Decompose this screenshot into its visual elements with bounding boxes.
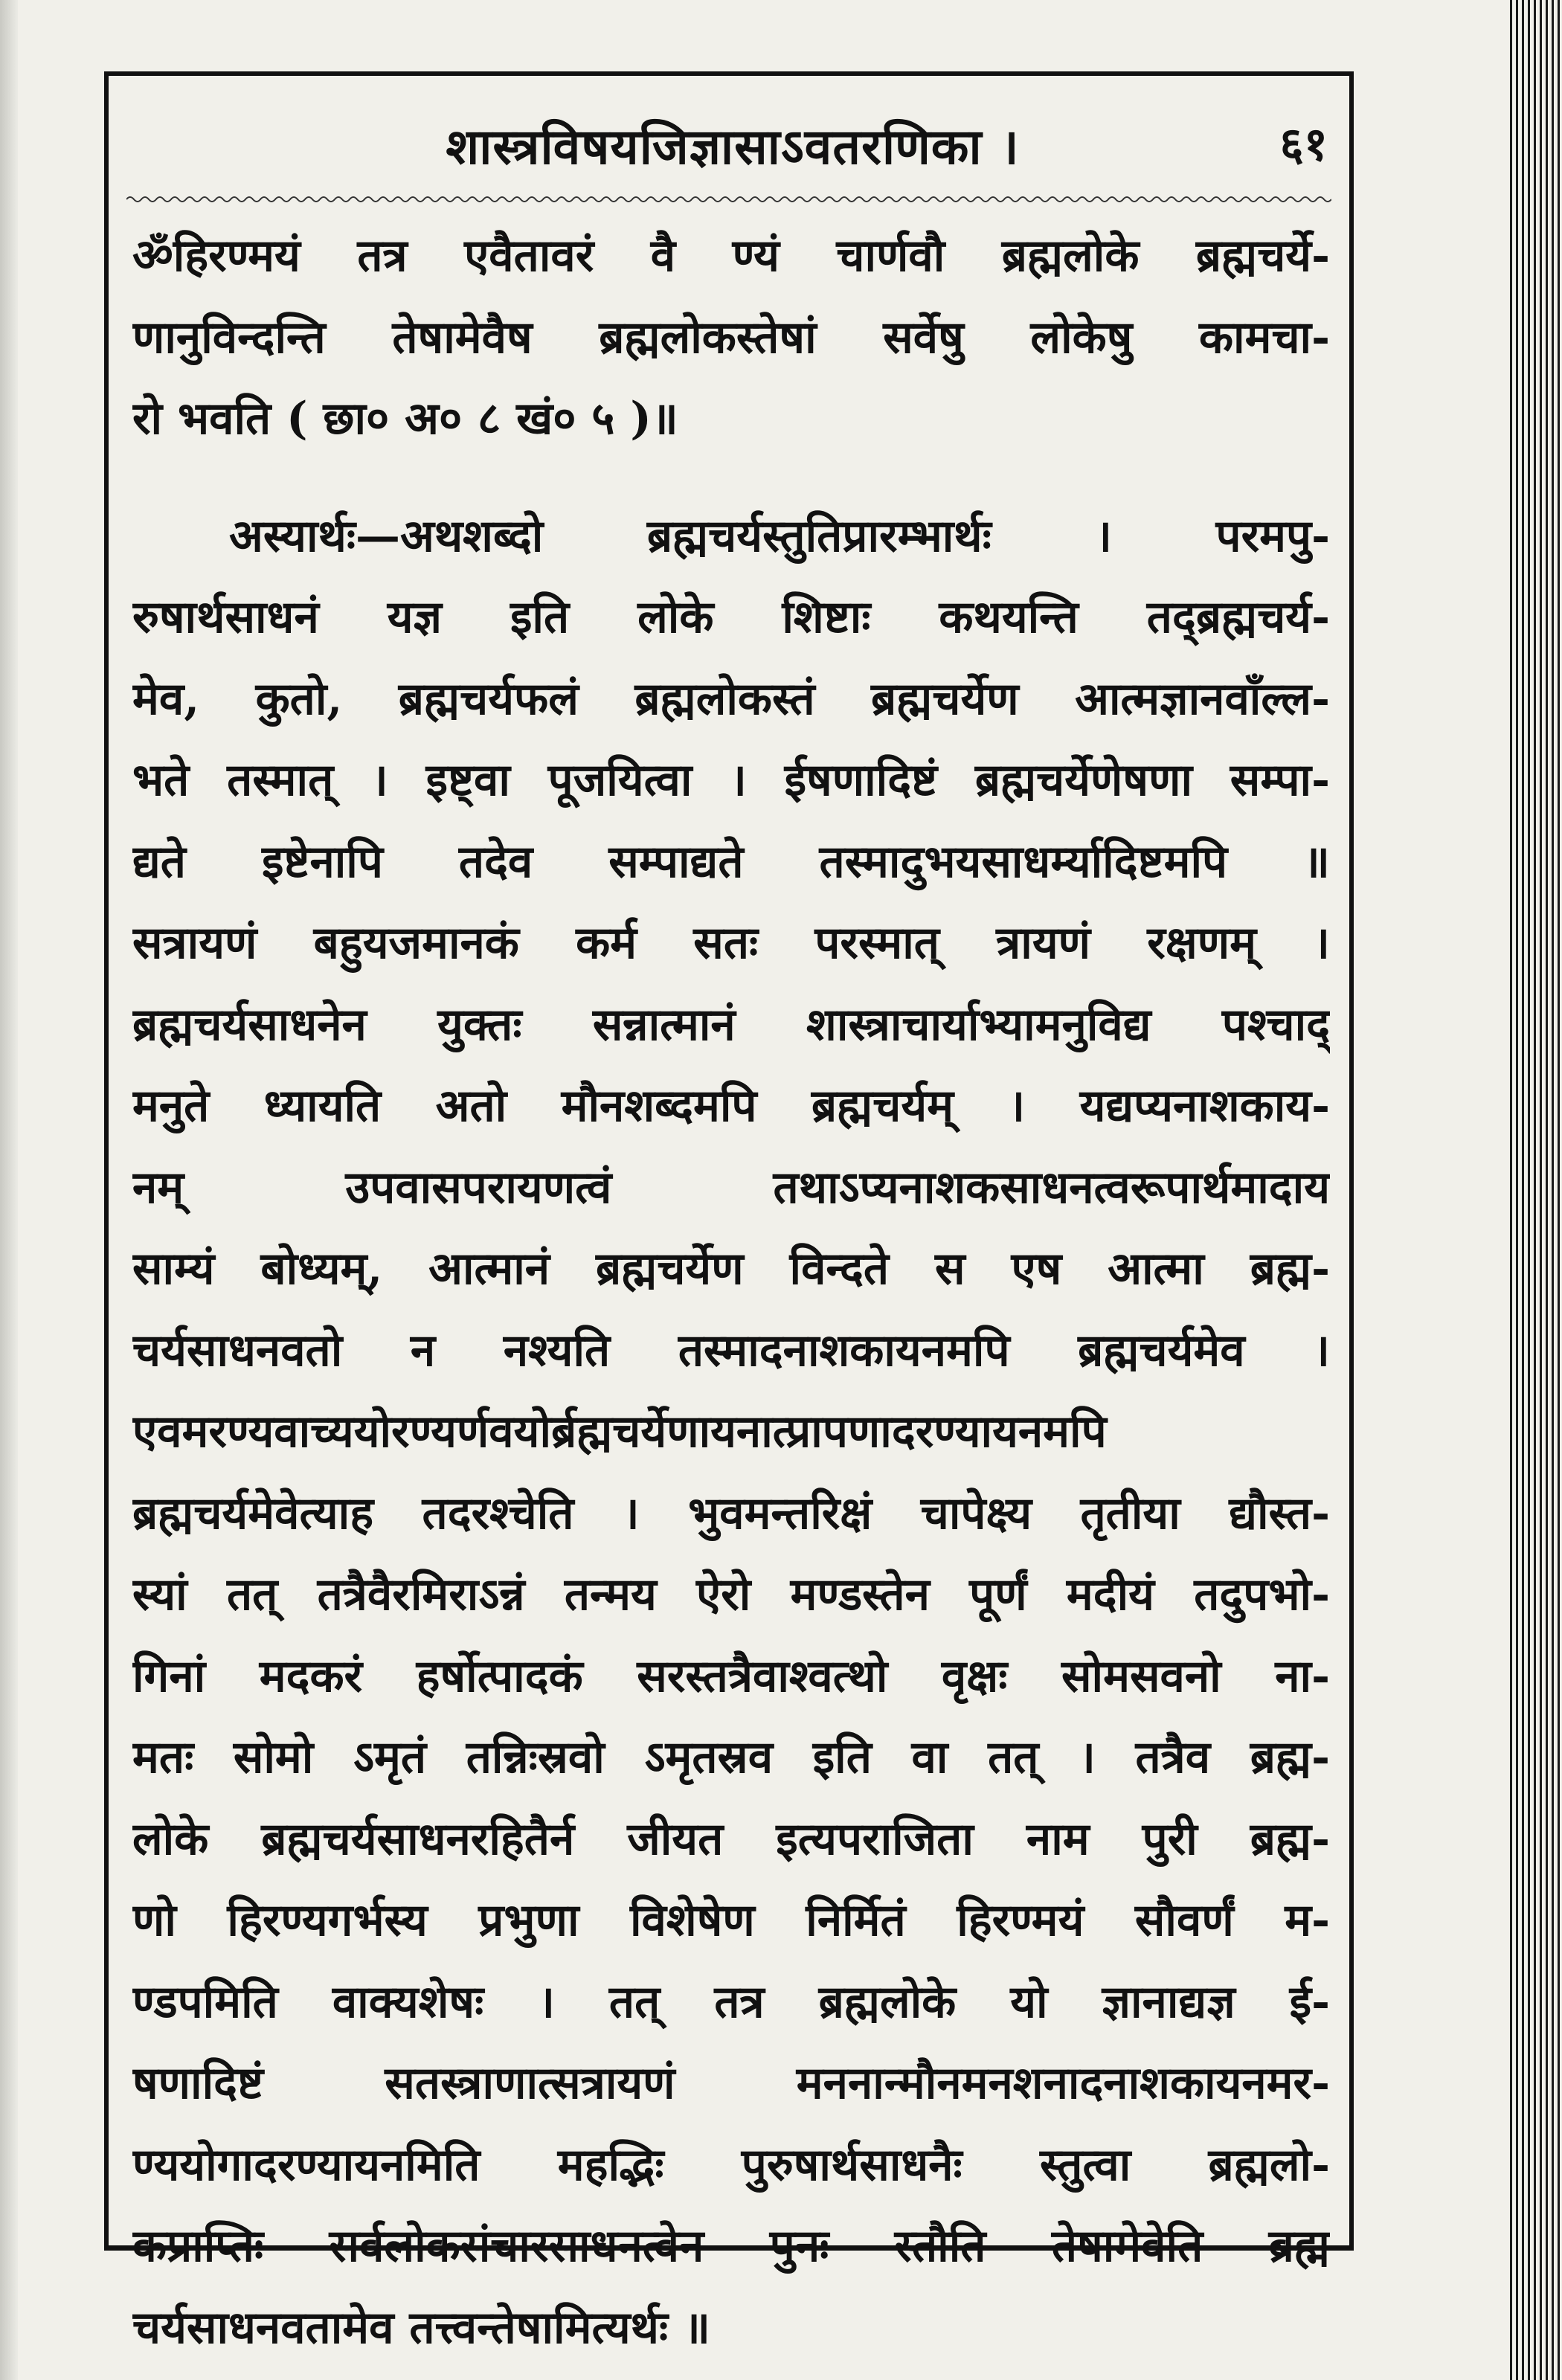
wavy-rule-divider	[126, 195, 1331, 204]
commentary-line: भते तस्मात् । इष्ट्वा पूजयित्वा । ईषणादिष्टं ब्रह्मचर्येणेषणा सम्पा-	[132, 754, 1330, 806]
commentary-line: कप्राप्तिः सर्वलोकसंचारसाधनत्वेन पुनः स्तौति तेषामेवेति ब्रह्म	[132, 2220, 1330, 2272]
commentary-line: णो हिरण्यगर्भस्य प्रभुणा विशेषेण निर्मितं हिरण्मयं सौवर्णं म-	[132, 1894, 1330, 1946]
commentary-line: षणादिष्टं सतस्त्राणात्सत्रायणं मननान्मौनमनशनादनाशकायनमर-	[132, 2057, 1330, 2109]
quote-line: णानुविन्दन्ति तेषामेवैष ब्रह्मलोकस्तेषां सर्वेषु लोकेषु कामचा-	[132, 311, 1330, 364]
page-edge-left	[0, 0, 18, 2380]
commentary-line: स्यां तत् तत्रैवैरमिराऽन्नं तन्मय ऐरो मण्डस्तेन पूर्णं मदीयं तदुपभो-	[132, 1569, 1330, 1621]
running-title: शास्त्रविषयजिज्ञासाऽवतरणिका ।	[446, 118, 1020, 176]
page-header	[130, 103, 1335, 192]
page-number: ६१	[1279, 117, 1328, 171]
commentary-line: मनुते ध्यायति अतो मौनशब्दमपि ब्रह्मचर्यम् । यद्यप्यनाशकाय-	[132, 1080, 1330, 1132]
commentary-line: चर्यसाधनवतामेव तत्त्वन्तेषामित्यर्थः ॥	[132, 2301, 710, 2354]
body-text	[132, 216, 1330, 2369]
quote-line: रो भवति ( छा० अ० ८ खं० ५ )॥	[132, 393, 678, 445]
paragraph-gap	[132, 460, 1330, 496]
commentary-line: एवमरण्यवाच्ययोरण्यर्णवयोर्ब्रह्मचर्येणायनात्प्रापणादरण्यायनमपि	[132, 1406, 1107, 1458]
quote-line: ॐहिरण्मयं तत्र एवैतावरं वै ण्यं चार्णवौ ब्रह्मलोके ब्रह्मचर्ये-	[132, 230, 1330, 282]
commentary-line: गिनां मदकरं हर्षोत्पादकं सरस्तत्रैवाश्वत्थो वृक्षः सोमसवनो ना-	[132, 1650, 1330, 1702]
commentary-line: द्यते इष्टेनापि तदेव सम्पाद्यते तस्मादुभयसाधर्म्यादिष्टमपि ॥	[132, 835, 1330, 888]
commentary-line: ब्रह्मचर्यसाधनेन युक्तः सन्नात्मानं शास्त्राचार्याभ्यामनुविद्य पश्चाद्	[132, 998, 1330, 1051]
commentary-line: नम् उपवासपरायणत्वं तथाऽप्यनाशकसाधनत्वरूपार्थमादाय	[132, 1161, 1330, 1214]
commentary-line: लोके ब्रह्मचर्यसाधनरहितैर्न जीयत इत्यपराजिता नाम पुरी ब्रह्म-	[132, 1813, 1330, 1865]
commentary-line: अस्यार्थः—अथशब्दो ब्रह्मचर्यस्तुतिप्रारम्भार्थः । परमपु-	[229, 509, 1330, 562]
commentary-line: रुषार्थसाधनं यज्ञ इति लोके शिष्टाः कथयन्ति तद्ब्रह्मचर्य-	[132, 591, 1330, 643]
book-edge-right	[1510, 0, 1562, 2380]
commentary-line: मेव, कुतो, ब्रह्मचर्यफलं ब्रह्मलोकस्तं ब्रह्मचर्येण आत्मज्ञानवाँल्ल-	[132, 672, 1330, 725]
commentary-line: ब्रह्मचर्यमेवेत्याह तदरश्चेति । भुवमन्तरिक्षं चापेक्ष्य तृतीया द्यौस्त-	[132, 1487, 1330, 1540]
commentary-line: मतः सोमो ऽमृतं तन्निःस्रवो ऽमृतस्रव इति वा तत् । तत्रैव ब्रह्म-	[132, 1731, 1330, 1784]
commentary-line: चर्यसाधनवतो न नश्यति तस्मादनाशकायनमपि ब्रह्मचर्यमेव ।	[132, 1324, 1330, 1377]
commentary-line: साम्यं बोध्यम्, आत्मानं ब्रह्मचर्येण विन्दते स एष आत्मा ब्रह्म-	[132, 1243, 1330, 1295]
commentary-line: ण्ययोगादरण्यायनमिति महद्भिः पुरुषार्थसाधनैः स्तुत्वा ब्रह्मलो-	[132, 2138, 1330, 2191]
commentary-line: सत्रायणं बहुयजमानकं कर्म सतः परस्मात् त्रायणं रक्षणम् ।	[132, 917, 1330, 969]
commentary-line: ण्डपमिति वाक्यशेषः । तत् तत्र ब्रह्मलोके यो ज्ञानाद्यज्ञ ई-	[132, 1975, 1330, 2028]
